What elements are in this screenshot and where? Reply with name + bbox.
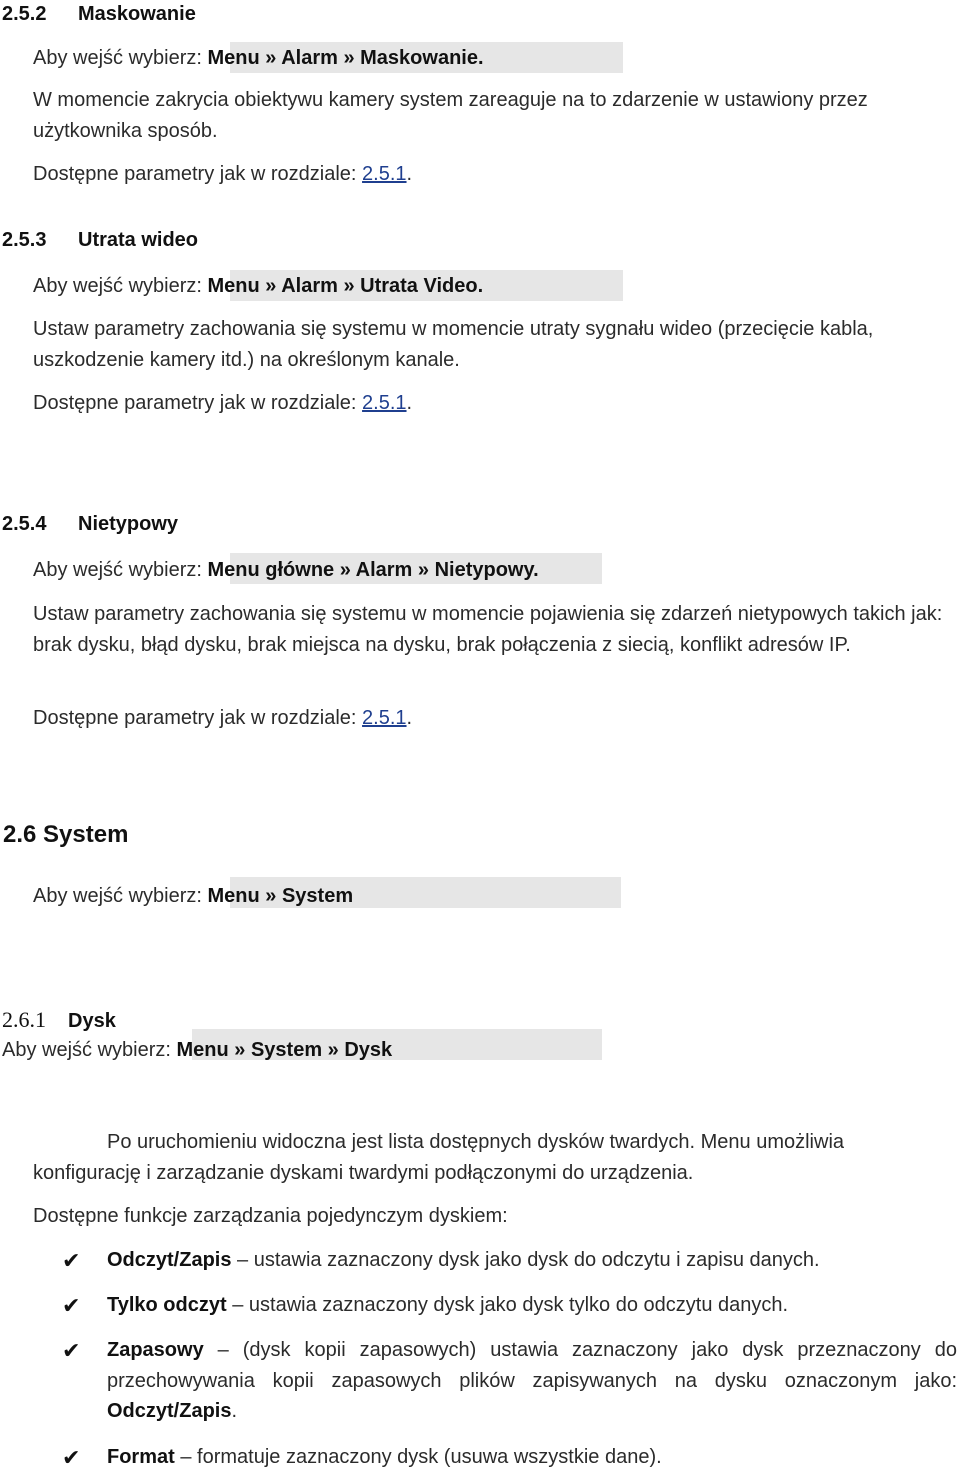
link-section-2-5-1[interactable]: 2.5.1 — [362, 392, 407, 414]
nav-line-2-6 — [33, 881, 353, 911]
bullet-text: – ustawia zaznaczony dysk jako dysk do odczytu i zapisu danych. — [231, 1249, 820, 1271]
params-suffix: . — [406, 392, 413, 414]
nav-line-2-5-3 — [33, 271, 483, 301]
heading-number: 2.6.1 — [2, 1007, 46, 1032]
nav-path: Menu » System » Dysk — [176, 1039, 393, 1061]
bullet-term: Format — [107, 1446, 175, 1468]
nav-path: Menu » Alarm » Maskowanie. — [207, 47, 484, 69]
heading-2-6-1 — [2, 1005, 116, 1036]
description-2-5-4: Ustaw parametry zachowania się systemu w momencie pojawienia się zdarzeń nietypowych takich jak: brak dysku, błąd dysku, brak miejsca na dysku, brak połączenia z siecią, konflikt adresów IP. — [33, 603, 943, 656]
nav-path: Menu » Alarm » Utrata Video. — [207, 275, 484, 297]
nav-prefix: Aby wejść wybierz: — [33, 559, 202, 581]
bullet-odczyt-zapis — [107, 1245, 820, 1276]
bullet-end: . — [231, 1400, 238, 1422]
heading-number: 2.5.2 — [2, 3, 47, 25]
heading-number: 2.5.3 — [2, 229, 47, 251]
checkmark-icon: ✔ — [62, 1294, 81, 1319]
bullet-text: – ustawia zaznaczony dysk jako dysk tylko do odczytu danych. — [226, 1294, 789, 1316]
heading-2-5-2 — [2, 0, 196, 28]
bullet-term: Zapasowy — [107, 1339, 204, 1361]
heading-number: 2.5.4 — [2, 513, 47, 535]
bullet-text: – (dysk kopii zapasowych) ustawia zaznaczony jako dysk przeznaczony do przechowywania kopii zapasowych plików zapisywanych na dysku oznaczonym jako: — [107, 1339, 957, 1392]
heading-2-5-3 — [2, 226, 198, 254]
nav-prefix: Aby wejść wybierz: — [33, 275, 202, 297]
heading-title: Maskowanie — [78, 3, 196, 25]
checkmark-icon: ✔ — [62, 1446, 81, 1471]
nav-line-2-6-1 — [2, 1035, 392, 1065]
functions-intro: Dostępne funkcje zarządzania pojedynczym dyskiem: — [33, 1205, 508, 1227]
nav-path: Menu » System — [207, 885, 354, 907]
params-suffix: . — [406, 163, 413, 185]
bullet-term: Tylko odczyt — [107, 1294, 227, 1316]
nav-prefix: Aby wejść wybierz: — [33, 47, 202, 69]
params-line-2-5-2 — [33, 159, 412, 189]
params-suffix: . — [406, 707, 413, 729]
nav-path: Menu główne » Alarm » Nietypowy. — [207, 559, 539, 581]
params-line-2-5-4 — [33, 703, 412, 733]
link-section-2-5-1[interactable]: 2.5.1 — [362, 707, 407, 729]
bullet-term: Odczyt/Zapis — [107, 1249, 232, 1271]
bullet-tylko-odczyt — [107, 1290, 788, 1321]
heading-title: Nietypowy — [78, 513, 179, 535]
description-2-6-1: Po uruchomieniu widoczna jest lista dostępnych dysków twardych. Menu umożliwia konfigurację i zarządzanie dyskami twardymi podłączonymi do urządzenia. — [33, 1131, 845, 1184]
heading-title: Dysk — [68, 1010, 116, 1032]
nav-line-2-5-4 — [33, 555, 539, 585]
heading-2-6: 2.6 System — [3, 821, 129, 848]
bullet-zapasowy — [107, 1335, 957, 1427]
link-section-2-5-1[interactable]: 2.5.1 — [362, 163, 407, 185]
description-2-5-2: W momencie zakrycia obiektywu kamery system zareaguje na to zdarzenie w ustawiony przez użytkownika sposób. — [33, 89, 868, 142]
checkmark-icon: ✔ — [62, 1339, 81, 1364]
description-2-5-3: Ustaw parametry zachowania się systemu w momencie utraty sygnału wideo (przecięcie kabla, uszkodzenie kamery itd.) na określonym kanale. — [33, 318, 874, 371]
params-prefix: Dostępne parametry jak w rozdziale: — [33, 707, 357, 729]
bullet-text: – formatuje zaznaczony dysk (usuwa wszystkie dane). — [174, 1446, 662, 1468]
bullet-term-2: Odczyt/Zapis — [107, 1400, 232, 1422]
nav-line-2-5-2 — [33, 43, 484, 73]
checkmark-icon: ✔ — [62, 1249, 81, 1274]
heading-2-5-4 — [2, 510, 178, 538]
heading-title: Utrata wideo — [78, 229, 199, 251]
params-prefix: Dostępne parametry jak w rozdziale: — [33, 392, 357, 414]
params-prefix: Dostępne parametry jak w rozdziale: — [33, 163, 357, 185]
params-line-2-5-3 — [33, 388, 412, 418]
bullet-format — [107, 1442, 662, 1473]
nav-prefix: Aby wejść wybierz: — [33, 885, 202, 907]
nav-prefix: Aby wejść wybierz: — [2, 1039, 171, 1061]
